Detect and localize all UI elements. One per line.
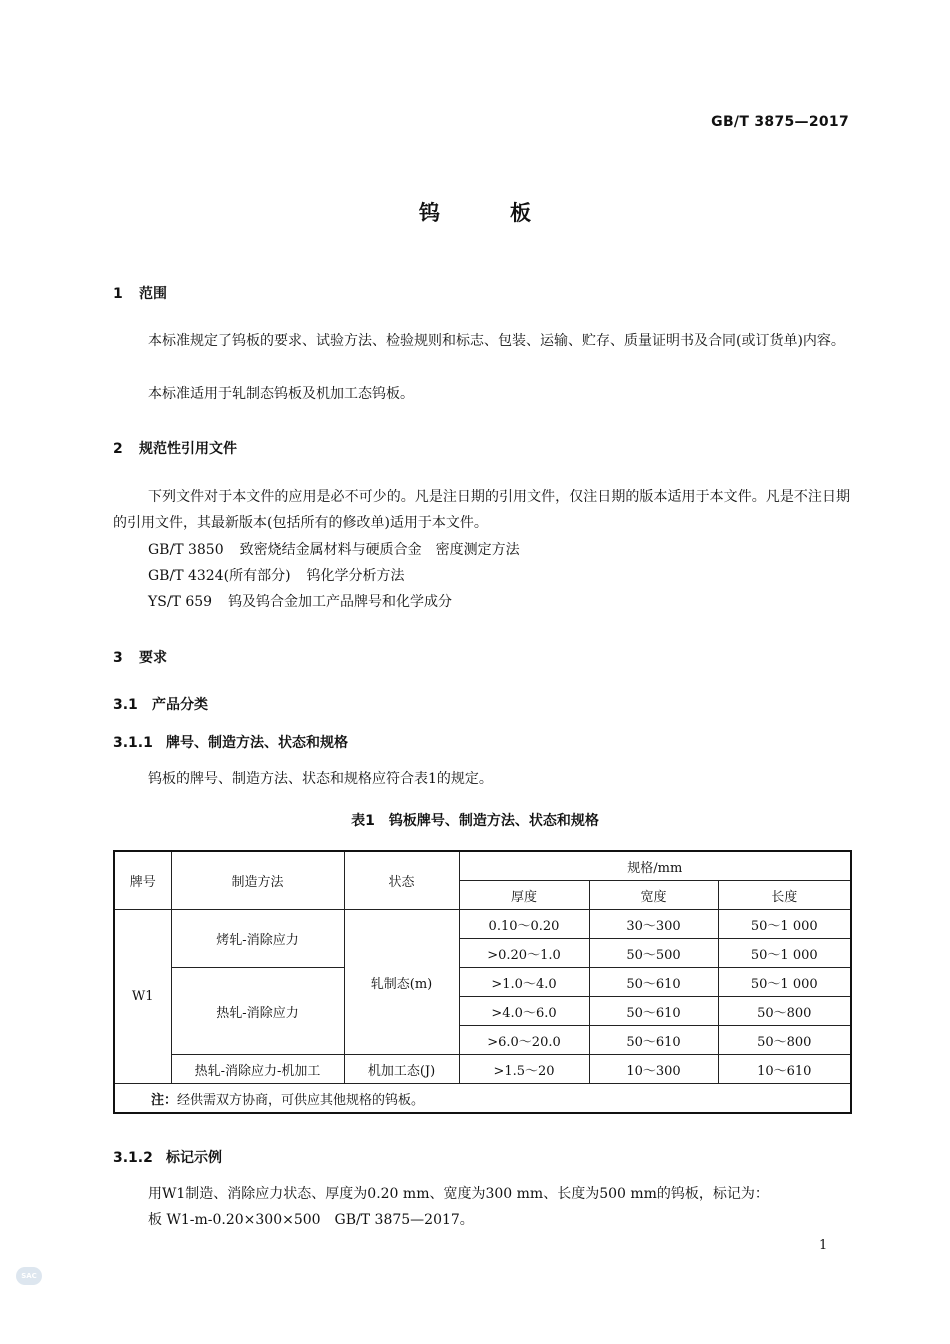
reference-item	[148, 589, 452, 615]
reference-code: GB/T 4324(所有部分)	[148, 568, 291, 584]
section-1-heading	[113, 283, 167, 303]
section-2-heading	[113, 438, 237, 458]
thickness-cell: >1.5～20	[459, 1055, 589, 1084]
section-2-paragraph-1: 下列文件对于本文件的应用是必不可少的。凡是注日期的引用文件，仅注日期的版本适用于本文件。凡是不注日期的引用文件，其最新版本(包括所有的修改单)适用于本文件。	[113, 489, 850, 531]
section-number: 3.1.2	[113, 1150, 153, 1166]
thickness-cell: >0.20～1.0	[459, 939, 589, 968]
table-header-row	[114, 851, 851, 881]
section-3-1-1-heading	[113, 732, 348, 752]
header-spec: 规格/mm	[459, 851, 851, 881]
width-cell: 50～500	[589, 939, 718, 968]
section-number: 3	[113, 650, 123, 666]
header-length: 长度	[718, 881, 851, 910]
method-cell: 热轧-消除应力	[171, 968, 344, 1055]
length-cell: 50～1 000	[718, 939, 851, 968]
section-title: 标记示例	[166, 1150, 222, 1166]
section-number: 3.1	[113, 697, 138, 713]
method-cell: 热轧-消除应力-机加工	[171, 1055, 344, 1084]
length-cell: 50～800	[718, 1026, 851, 1055]
section-1-paragraph-1: 本标准规定了钨板的要求、试验方法、检验规则和标志、包装、运输、贮存、质量证明书及合同(或订货单)内容。	[148, 333, 845, 349]
grade-cell: W1	[114, 910, 171, 1084]
reference-name: 致密烧结金属材料与硬质合金 密度测定方法	[239, 542, 520, 558]
length-cell: 50～1 000	[718, 910, 851, 939]
length-cell: 50～800	[718, 997, 851, 1026]
section-title: 规范性引用文件	[139, 441, 237, 457]
table-row	[114, 968, 851, 997]
marking-example: 板 W1-m-0.20×300×500 GB/T 3875—2017。	[148, 1212, 474, 1228]
document-title: 钨板	[419, 201, 601, 225]
header-state: 状态	[344, 851, 459, 910]
section-number: 1	[113, 286, 123, 302]
thickness-cell: >6.0～20.0	[459, 1026, 589, 1055]
page-number: 1	[819, 1238, 828, 1253]
reference-item	[148, 563, 405, 589]
section-title: 要求	[139, 650, 167, 666]
section-3-1-1-paragraph: 钨板的牌号、制造方法、状态和规格应符合表1的规定。	[148, 771, 493, 787]
reference-name: 钨及钨合金加工产品牌号和化学成分	[228, 594, 453, 610]
method-cell: 烤轧-消除应力	[171, 910, 344, 968]
spec-table	[113, 850, 852, 1114]
width-cell: 50～610	[589, 968, 718, 997]
reference-code: GB/T 3850	[148, 542, 224, 558]
width-cell: 30～300	[589, 910, 718, 939]
width-cell: 10～300	[589, 1055, 718, 1084]
width-cell: 50～610	[589, 1026, 718, 1055]
state-cell: 机加工态(J)	[344, 1055, 459, 1084]
sac-logo-icon: SAC	[16, 1267, 42, 1285]
note-text: 经供需双方协商，可供应其他规格的钨板。	[177, 1092, 425, 1108]
table-note-row	[114, 1084, 851, 1114]
section-3-1-2-paragraph-1: 用W1制造、消除应力状态、厚度为0.20 mm、宽度为300 mm、长度为500 mm的钨板，标记为：	[148, 1186, 769, 1202]
header-width: 宽度	[589, 881, 718, 910]
reference-item	[148, 537, 520, 563]
section-title: 牌号、制造方法、状态和规格	[166, 735, 348, 751]
section-3-heading	[113, 647, 167, 667]
section-number: 2	[113, 441, 123, 457]
reference-name: 钨化学分析方法	[306, 568, 405, 584]
table-row	[114, 910, 851, 939]
section-3-1-heading	[113, 694, 208, 714]
header-thickness: 厚度	[459, 881, 589, 910]
section-title: 产品分类	[152, 697, 208, 713]
section-1-paragraph-2: 本标准适用于轧制态钨板及机加工态钨板。	[148, 386, 414, 402]
length-cell: 10～610	[718, 1055, 851, 1084]
table-note	[114, 1084, 851, 1114]
table-row	[114, 1055, 851, 1084]
note-label: 注：	[151, 1092, 178, 1108]
section-title: 范围	[139, 286, 167, 302]
thickness-cell: >1.0～4.0	[459, 968, 589, 997]
thickness-cell: 0.10～0.20	[459, 910, 589, 939]
section-number: 3.1.1	[113, 735, 153, 751]
section-3-1-2-heading	[113, 1147, 222, 1167]
state-cell: 轧制态(m)	[344, 910, 459, 1055]
header-grade: 牌号	[114, 851, 171, 910]
width-cell: 50～610	[589, 997, 718, 1026]
standard-number: GB/T 3875—2017	[711, 114, 849, 130]
table-title: 表1 钨板牌号、制造方法、状态和规格	[351, 813, 599, 829]
length-cell: 50～1 000	[718, 968, 851, 997]
reference-code: YS/T 659	[148, 594, 213, 610]
thickness-cell: >4.0～6.0	[459, 997, 589, 1026]
header-method: 制造方法	[171, 851, 344, 910]
